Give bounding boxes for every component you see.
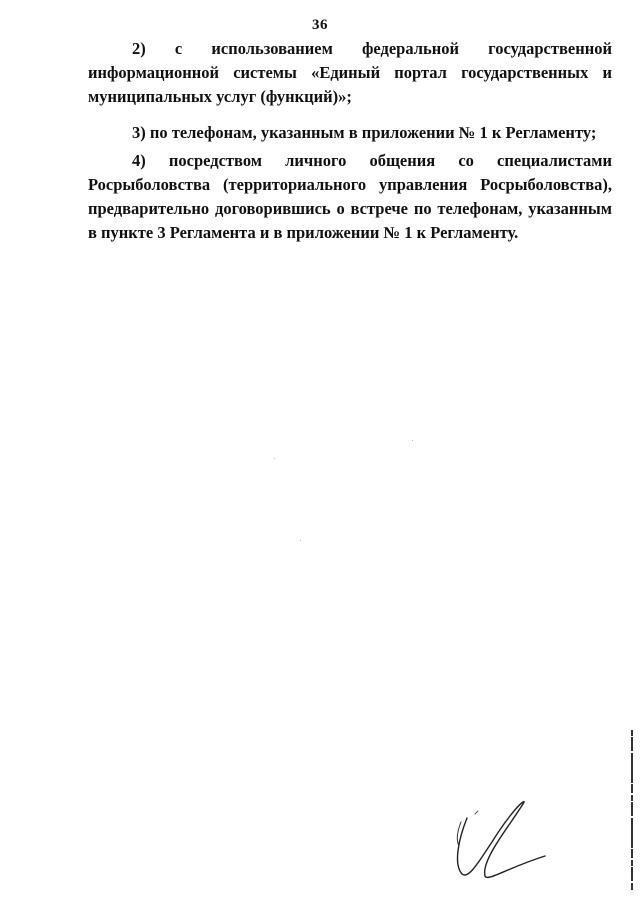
paragraph-item-3: 3) по телефонам, указанным в приложении № 1 к Регламенту; <box>132 123 597 142</box>
paragraph-item-4: 4) посредством личного общения со специалистами Росрыболовства (территориального управления Росрыболовства), предварительно договорившись о встрече по телефонам, указанным в пункте 3 Регламента и в приложении № 1 к Регламенту. <box>88 151 612 242</box>
scan-edge-mark <box>630 730 634 890</box>
scan-speck <box>412 440 413 441</box>
scan-speck <box>274 458 275 459</box>
page-number: 36 <box>312 17 328 33</box>
paragraph-item-2: 2) с использованием федеральной государственной информационной системы «Единый портал государственных и муниципальных услуг (функций)»; <box>88 39 612 106</box>
scan-speck <box>300 540 301 541</box>
handwritten-signature <box>447 798 547 883</box>
